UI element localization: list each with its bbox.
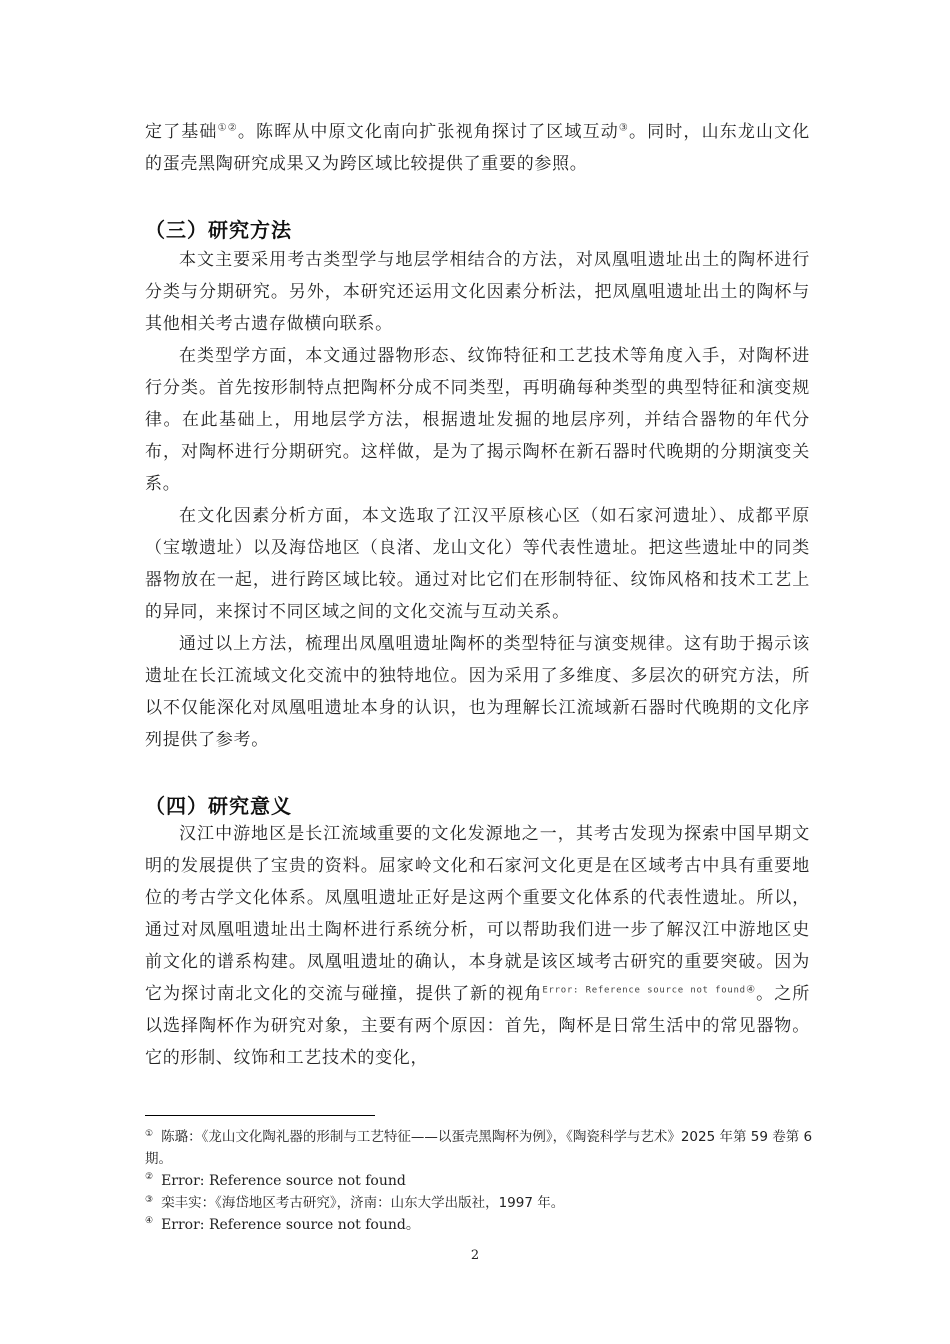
reference-error-inline: Error: Reference source not found bbox=[542, 985, 746, 996]
significance-text-a: 汉江中游地区是长江流域重要的文化发源地之一，其考古发现为探索中国早期文明的发展提供了宝贵的资料。屈家岭文化和石家河文化更是在区域考古中具有重要地位的考古学文化体系。凤凰咀遗址正好是这两个重要文化体系的代表性遗址。所以，通过对凤凰咀遗址出土陶杯进行系统分析，可以帮助我们进一步了解汉江中游地区史前文化的谱系构建。凤凰咀遗址的确认，本身就是该区域考古研究的重要突破。因为它为探讨南北文化的交流与碰撞，提供了新的视角 bbox=[145, 824, 810, 1004]
footnote-mark: ④ bbox=[145, 1216, 154, 1227]
footnote-ref-3[interactable]: ③ bbox=[618, 122, 629, 134]
footnote-mark: ② bbox=[145, 1172, 154, 1183]
intro-text-b: 。陈晖从中原文化南向扩张视角探讨了区域互动 bbox=[237, 122, 619, 142]
footnote-1 bbox=[145, 1126, 815, 1170]
methods-paragraph-4: 通过以上方法，梳理出凤凰咀遗址陶杯的类型特征与演变规律。这有助于揭示该遗址在长江流域文化交流中的独特地位。因为采用了多维度、多层次的研究方法，所以不仅能深化对凤凰咀遗址本身的认识，也为理解长江流域新石器时代晚期的文化序列提供了参考。 bbox=[145, 634, 810, 750]
footnote-ref-1-2[interactable]: ①② bbox=[217, 122, 238, 134]
intro-text-a: 定了基础 bbox=[145, 122, 218, 142]
footnote-text: 栾丰实：《海岱地区考古研究》，济南：山东大学出版社，1997 年。 bbox=[161, 1195, 565, 1211]
intro-text-c: 。同时，山东龙山文化的蛋壳黑陶研究成果又为跨区域比较提供了重要的参照。 bbox=[145, 122, 811, 174]
footnotes bbox=[145, 1126, 815, 1236]
significance-paragraph bbox=[145, 818, 810, 1074]
methods-section bbox=[145, 244, 810, 756]
methods-paragraph-3: 在文化因素分析方面，本文选取了江汉平原核心区（如石家河遗址）、成都平原（宝墩遗址）以及海岱地区（良渚、龙山文化）等代表性遗址。把这些遗址中的同类器物放在一起，进行跨区域比较。通过对比它们在形制特征、纹饰风格和技术工艺上的异同，来探讨不同区域之间的文化交流与互动关系。 bbox=[145, 506, 810, 622]
footnote-mark: ① bbox=[145, 1128, 154, 1139]
footnote-separator bbox=[145, 1115, 375, 1116]
significance-section bbox=[145, 818, 810, 1074]
methods-paragraph-2: 在类型学方面，本文通过器物形态、纹饰特征和工艺技术等角度入手，对陶杯进行分类。首先按形制特点把陶杯分成不同类型，再明确每种类型的典型特征和演变规律。在此基础上，用地层学方法，根据遗址发掘的地层序列，并结合器物的年代分布，对陶杯进行分期研究。这样做，是为了揭示陶杯在新石器时代晚期的分期演变关系。 bbox=[145, 346, 810, 494]
footnote-text: Error: Reference source not found。 bbox=[161, 1217, 420, 1233]
section-heading-significance: （四）研究意义 bbox=[145, 794, 292, 818]
section-heading-methods: （三）研究方法 bbox=[145, 218, 292, 242]
page-number: 2 bbox=[470, 1248, 480, 1263]
methods-paragraph-1: 本文主要采用考古类型学与地层学相结合的方法，对凤凰咀遗址出土的陶杯进行分类与分期研究。另外，本研究还运用文化因素分析法，把凤凰咀遗址出土的陶杯与其他相关考古遗存做横向联系。 bbox=[145, 250, 810, 334]
significance-text-b: 。之所以选择陶杯作为研究对象，主要有两个原因：首先，陶杯是日常生活中的常见器物。它的形制、纹饰和工艺技术的变化， bbox=[145, 984, 810, 1068]
footnote-2 bbox=[145, 1170, 815, 1192]
intro-paragraph bbox=[145, 116, 810, 180]
footnote-4 bbox=[145, 1214, 815, 1236]
footnote-text: 陈璐：《龙山文化陶礼器的形制与工艺特征——以蛋壳黑陶杯为例》，《陶瓷科学与艺术》2025 年第 59 卷第 6 期。 bbox=[145, 1129, 813, 1167]
footnote-3 bbox=[145, 1192, 815, 1214]
footnote-text: Error: Reference source not found bbox=[161, 1173, 406, 1189]
footnote-ref-4[interactable]: ④ bbox=[745, 984, 757, 996]
footnote-mark: ③ bbox=[145, 1194, 154, 1205]
